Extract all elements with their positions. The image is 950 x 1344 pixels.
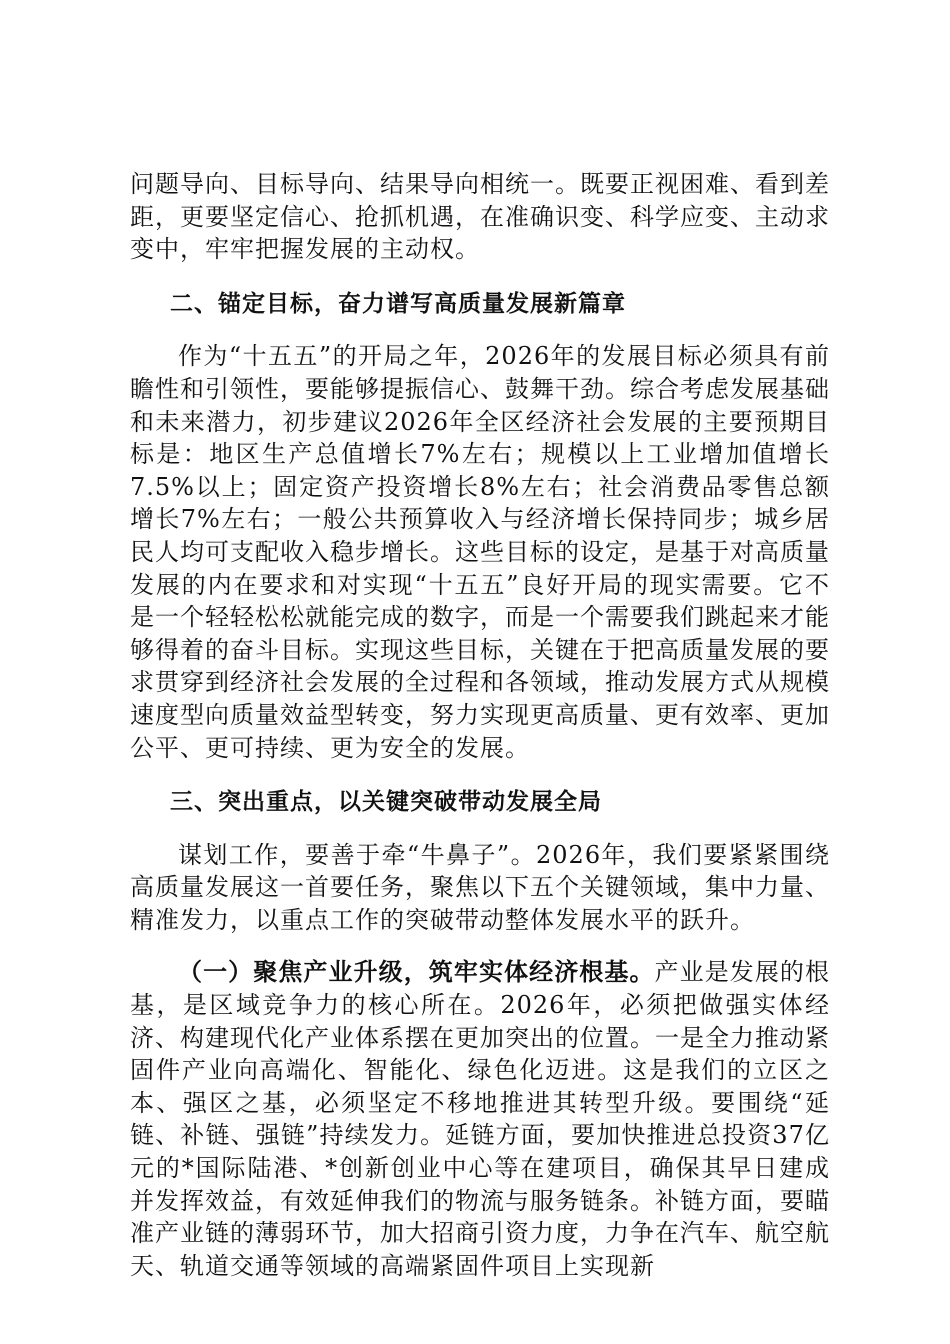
focus-paragraph: 谋划工作，要善于牵“牛鼻子”。2026年，我们要紧紧围绕高质量发展这一首要任务，聚焦以下五个关键领域，集中力量、精准发力，以重点工作的突破带动整体发展水平的跃升。 [130, 840, 830, 934]
section-heading-2: 二、锚定目标，奋力谱写高质量发展新篇章 [170, 290, 626, 317]
goals-paragraph: 作为“十五五”的开局之年，2026年的发展目标必须具有前瞻性和引领性，要能够提振信心、鼓舞干劲。综合考虑发展基础和未来潜力，初步建议2026年全区经济社会发展的主要预期目标是：地区生产总值增长7%左右；规模以上工业增加值增长7.5%以上；固定资产投资增长8%左右；社会消费品零售总额增长7%左右；一般公共预算收入与经济增长保持同步；城乡居民人均可支配收入稳步增长。这些目标的设定，是基于对高质量发展的内在要求和对实现“十五五”良好开局的现实需要。它不是一个轻轻松松就能完成的数字，而是一个需要我们跳起来才能够得着的奋斗目标。实现这些目标，关键在于把高质量发展的要求贯穿到经济社会发展的全过程和各领域，推动发展方式从规模速度型向质量效益型转变，努力实现更高质量、更有效率、更加公平、更可持续、更为安全的发展。 [130, 342, 830, 762]
intro-paragraph: 问题导向、目标导向、结果导向相统一。既要正视困难、看到差距，更要坚定信心、抢抓机遇，在准确识变、科学应变、主动求变中，牢牢把握发展的主动权。 [130, 170, 830, 264]
spacer [130, 266, 830, 288]
industry-body-text: 产业是发展的根基，是区域竞争力的核心所在。2026年，必须把做强实体经济、构建现代化产业体系摆在更加突出的位置。一是全力推动紧固件产业向高端化、智能化、绿色化迈进。这是我们的立区之本、强区之基，必须坚定不移地推进其转型升级。要围绕“延链、补链、强链”持续发力。延链方面，要加快推进总投资37亿元的*国际陆港、*创新创业中心等在建项目，确保其早日建成并发挥效益，有效延伸我们的物流与服务链条。补链方面，要瞄准产业链的薄弱环节，加大招商引资力度，力争在汽车、航空航天、轨道交通等领域的高端紧固件项目上实现新 [130, 958, 831, 1280]
spacer [130, 320, 830, 340]
spacer [130, 936, 830, 956]
spacer [130, 764, 830, 786]
document-body [130, 168, 830, 1282]
spacer [130, 819, 830, 839]
industry-lead-sentence: （一）聚焦产业升级，筑牢实体经济根基。 [178, 958, 655, 987]
section-heading-3: 三、突出重点，以关键突破带动发展全局 [170, 789, 602, 816]
industry-paragraph [130, 956, 830, 1282]
